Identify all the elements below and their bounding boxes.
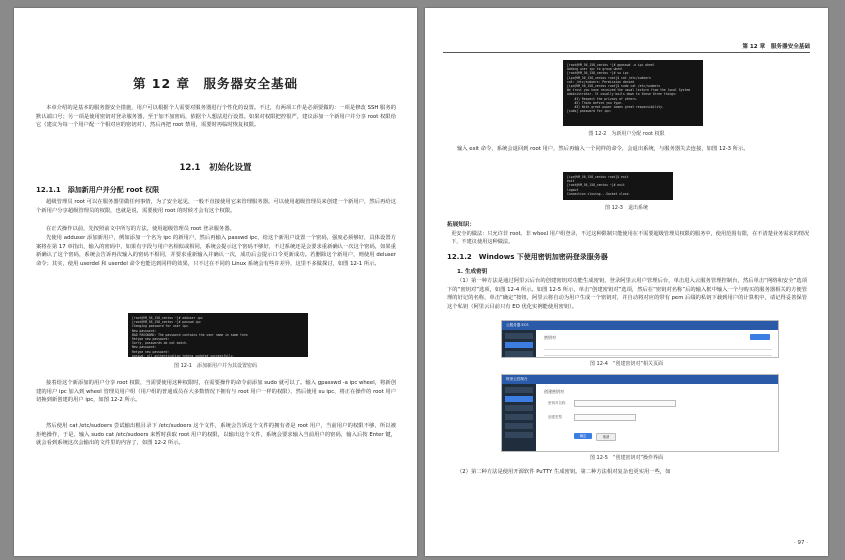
paragraph-8: （2）第二种方法是使用开源软件 PuTTY 生成密钥。第二种方法相对复杂也更实用一些，如 <box>457 469 671 475</box>
terminal-line: [ipc@VM_56_158_centos root]$ cat /etc/sudoers <box>567 75 651 80</box>
terminal-line: [sudo] password for ipc: <box>567 109 612 114</box>
console-topbar <box>502 375 778 384</box>
create-keypair-button-image <box>750 334 770 340</box>
table-row <box>544 350 772 356</box>
keypair-name-field-image <box>574 400 676 407</box>
terminal-line: [root@VM_56_158_centos ~]# exit <box>567 183 625 188</box>
terminal-line: Sorry, passwords do not match. <box>132 341 188 346</box>
create-type-field-image <box>574 414 636 421</box>
figure-caption-12-1: 图 12-1 添加新用户并为其设置密码 <box>174 363 257 369</box>
terminal-line: New password: <box>132 345 157 350</box>
terminal-line: Retype new password: <box>132 337 170 342</box>
header-rule <box>443 52 810 53</box>
paragraph-4: 接着给这个新添加的用户分享 root 权限，当需要使用这种权限时，在需要操作的命令前添加 sudo 就可以了。输入 gpasswd -a ipc wheel，将新创建的用户 ipc 加入到 wheel 管理员用户组（用户组的普通成员在大多数情况下拥有与 root 用户一样的权限），然后使用 su ipc，将正在操作的 root 用户切换到新创建的用户 ipc，如图 12-2 所示。 <box>36 380 396 404</box>
item-title: 1. 生成密钥 <box>457 269 488 275</box>
confirm-button-image: 确定 <box>574 433 592 439</box>
right-page <box>425 8 828 556</box>
console-page-title: 密钥对 <box>544 335 556 340</box>
console-sidebar <box>502 330 536 357</box>
terminal-line: [root@VM_56_158_centos ~]# passwd ipc <box>132 320 201 325</box>
terminal-screenshot-2 <box>563 60 703 126</box>
note-text: 更安全的做法：只允许非 root、非 wheel 用户组登录，不过这种限制只能使用在不需要超级管理员权限的服务中，使用范围有限，在不清楚业务需求的情况下，不建议使用这种做法。 <box>451 231 810 246</box>
intro-paragraph: 本章介绍的是基本的服务器安全措施，用户可以根据个人需要对服务器进行个性化的设置。不过，有两项工作是必须要做的：一项是修改 SSH 服务的默认端口号；另一项是使用密钥对登录服务器，至于加不加密码，依据个人想法进行设置。如果对权限把控很严，建议添加一个新用户并分享 root 权限给它（建议为每一个用户配一个相对应的密钥对），然后再把 root 禁用，需要时再临时恢复权限。 <box>36 105 396 129</box>
terminal-line: Retype new password: <box>132 349 170 354</box>
console-sidebar <box>502 384 536 451</box>
page-number: · 97 · <box>794 540 808 546</box>
terminal-line: [ipc@VM_56_158_centos root]$ exit <box>567 175 629 179</box>
paragraph-6: 输入 exit 命令，系统会退回到 root 用户，然后再输入一个同样的命令，会退出系统，与服务器失去连接，如图 12-3 所示。 <box>457 146 749 152</box>
subsection-title: 12.1.1 添加新用户并分配 root 权限 <box>36 186 160 194</box>
console-topbar <box>502 321 778 330</box>
figure-caption-12-5: 图 12-5 “创建密钥对”操作界面 <box>589 455 664 461</box>
form-label-name: 密钥对名称 <box>548 401 566 405</box>
form-label-type: 创建类型 <box>548 415 562 419</box>
terminal-line: [root@VM_56_158_centos ~]# su ipc <box>567 71 629 76</box>
terminal-line: cat: /etc/sudoers: Permission denied <box>567 79 635 84</box>
subsection-title-2: 12.1.2 Windows 下使用密钥加密码登录服务器 <box>447 253 608 261</box>
terminal-line: Administrator. It usually boils down to these three things: <box>567 92 677 97</box>
terminal-screenshot-3 <box>563 172 673 200</box>
cancel-button-image: 取消 <box>596 433 616 441</box>
left-page <box>14 8 417 556</box>
running-header: 第 12 章 服务器安全基础 <box>742 44 810 50</box>
figure-caption-12-4: 图 12-4 “创建密钥对”相关页面 <box>589 361 664 367</box>
console-screenshot-keypairs <box>501 320 779 358</box>
note-title: 拓展知识： <box>447 222 475 228</box>
terminal-line: Changing password for user ipc. <box>132 324 190 329</box>
paragraph-3: 先使用 adduser 添加新用户，例如添加一个名为 ipc 的新用户，然后再输入 passwd ipc，给这个新用户设置一个密码，强度必须够好，具体设置方案将在第 17 章指出，输入的密码中，如果有字段与用户名相似或相同，系统会提示这个密码不够好，不过系统还是会要求重新确认一次这个密码，如果重新确认了这个密码，系统会告诉再次输入的密码不相同，并要求重新输入并确认一次，成功后会提示口令更新成功。若删除这个新用户，则使用 deluser 命令；其实，使用 userdel 和 userdel 命令也能达到同样的效果，只不过在不同的 Linux 系统会有些许差异，这里不多做探讨，如图 12-1 所示。 <box>36 235 396 267</box>
paragraph-5: 然后使用 cat /etc/sudoers 尝试输出根目录下 /etc/sudoers 这个文件，系统会告诉这个文件的拥有者是 root 用户，当前用户的权限不够，所以被拒绝操作，于是，输入 sudo cat /etc/sudoers 来暂时获取 root 用户的权限，以输出这个文件，系统会要求输入当前用户的密码，输入后按 Enter 键，就会看到系统这次会输出的文件里的内容了，如图 12-2 所示。 <box>36 423 396 447</box>
form-title: 创建密钥对 <box>544 389 564 394</box>
console-topbar-label: 阿里云控制台 <box>506 377 528 381</box>
terminal-line: BAD PASSWORD: The password contains the user name in some form <box>132 332 248 337</box>
terminal-line: #3) With great power comes great responsibility. <box>567 105 664 110</box>
chapter-title: 第 12 章 服务器安全基础 <box>132 76 299 91</box>
terminal-line: exit <box>567 179 575 184</box>
terminal-line: We trust you have received the usual lecture from the local System <box>567 88 690 93</box>
terminal-line: [ipc@VM_56_158_centos root]$ sudo cat /etc/sudoers <box>567 84 661 89</box>
paragraph-1: 超级管理员 root 可以在服务器里做任何事情，为了安全起见，一般不直接使用它来管理服务器。可以使用超级管理员来创建一个新用户，然后再给这个新用户分享超级管理员的权限，也就是说，需要使用 root 的时候才会有这个权限。 <box>36 199 396 214</box>
terminal-line: [root@VM_56_158_centos ~]# gpasswd -a ipc wheel <box>567 63 655 67</box>
terminal-screenshot-1 <box>128 313 308 357</box>
terminal-line: [root@VM_56_158_centos ~]# adduser ipc <box>132 316 203 320</box>
terminal-line: New password: <box>132 328 157 333</box>
terminal-line: passwd: all authentication tokens updated successfully. <box>132 353 235 357</box>
console-screenshot-create-form <box>501 374 779 452</box>
paragraph-2: 在正式操作以前，先按照前文中所写的方法，使用超级管理员 root 登录服务器。 <box>46 226 235 232</box>
terminal-line: logout <box>567 187 579 192</box>
figure-caption-12-2: 图 12-2 为新用户分配 root 权限 <box>588 131 665 137</box>
section-title: 12.1 初始化设置 <box>179 163 252 173</box>
figure-caption-12-3: 图 12-3 退出系统 <box>605 205 648 211</box>
terminal-line: #1) Respect the privacy of others. <box>567 96 638 101</box>
terminal-line: Adding user ipc to group wheel <box>567 67 623 72</box>
terminal-line: #2) Think before you type. <box>567 100 623 105</box>
terminal-line: Connection closing...Socket close. <box>567 191 631 196</box>
paragraph-7: （1）第一种方法是通过阿里云后台的创建密钥对功能生成密钥，登录阿里云用户管理后台，单击进入云服务管理控制台，然后单击“网络和安全”选项下的“密钥对”选项，如图 12-4 所示。如图 12-5 所示，单击“创建密钥对”选项，然后在“密钥对名称”后的输入框中输入一个与购买的服务器相关的方便管理的好记的名称，单击“确定”按钮，阿里云将自动为用户生成一个密钥对，并自动将对应的带有 pem 后缀的私钥下载到用户的计算机中，请记得妥善保管这个私钥（阿里云目前只有 EO 优化实例能使用密钥）。 <box>447 278 807 310</box>
console-topbar-label: 云服务器 ECS <box>506 323 529 327</box>
